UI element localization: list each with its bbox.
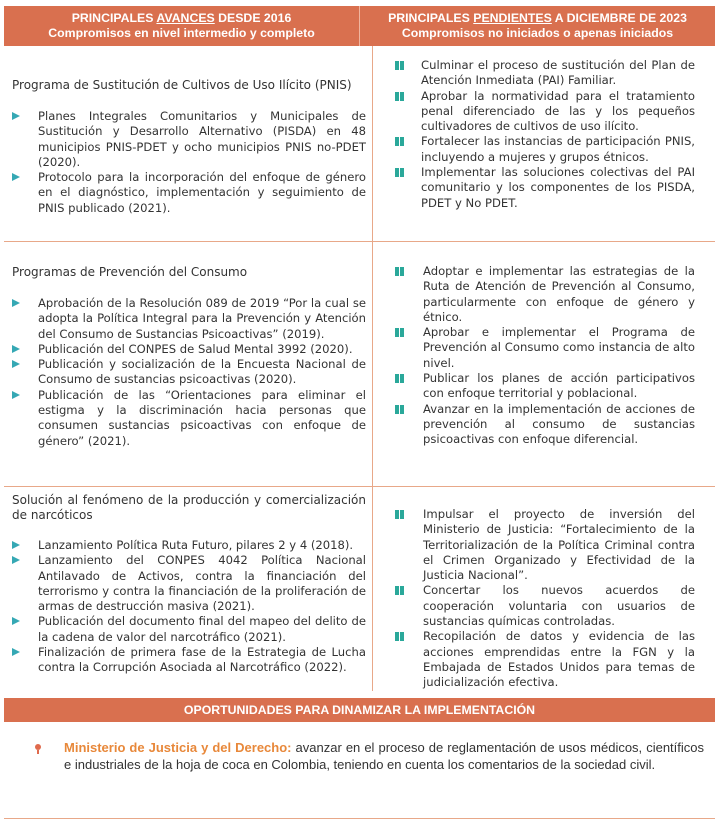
advances-list bbox=[12, 296, 366, 449]
list-item: Concertar los nuevos acuerdos de cooperación voluntaria con usuarios de sustancias químicas controladas. bbox=[395, 583, 695, 629]
pause-bullet-icon bbox=[395, 510, 404, 519]
header-pending-title: PRINCIPALES PENDIENTES A DICIEMBRE DE 2023 bbox=[388, 11, 687, 25]
header-pending-subtitle: Compromisos no iniciados o apenas iniciados bbox=[401, 26, 674, 40]
triangle-bullet-icon bbox=[12, 345, 20, 353]
header-pending bbox=[359, 6, 715, 46]
list-item: Publicación y socialización de la Encuesta Nacional de Consumo de sustancias psicoactivas (2020). bbox=[12, 357, 366, 388]
triangle-bullet-icon bbox=[12, 360, 20, 368]
list-item: Aprobación de la Resolución 089 de 2019 “Por la cual se adopta la Política Integral para la Prevención y Atención del Consumo de Sustancias Psicoactivas” (2019). bbox=[12, 296, 366, 342]
pause-bullet-icon bbox=[395, 632, 404, 641]
table-row-narcotics bbox=[4, 487, 715, 691]
advances-cell bbox=[4, 487, 373, 691]
advances-list bbox=[12, 109, 366, 216]
pause-bullet-icon bbox=[395, 61, 404, 70]
list-item: Fortalecer las instancias de participación PNIS, incluyendo a mujeres y grupos étnicos. bbox=[395, 134, 695, 165]
header-advances-subtitle: Compromisos en nivel intermedio y completo bbox=[48, 26, 315, 40]
pending-cell bbox=[373, 242, 715, 486]
bottom-divider bbox=[4, 818, 715, 819]
table-header bbox=[4, 6, 715, 46]
triangle-bullet-icon bbox=[12, 391, 20, 399]
pause-bullet-icon bbox=[395, 374, 404, 383]
list-item: Lanzamiento Política Ruta Futuro, pilares 2 y 4 (2018). bbox=[12, 538, 366, 553]
list-item: Avanzar en la implementación de acciones de prevención al consumo de sustancias psicoactivas con enfoque diferencial. bbox=[395, 402, 695, 448]
table-row-prevention bbox=[4, 242, 715, 487]
section-title: Programas de Prevención del Consumo bbox=[12, 265, 248, 279]
pause-bullet-icon bbox=[395, 405, 404, 414]
list-item: Protocolo para la incorporación del enfoque de género en el diagnóstico, implementación y seguimiento de PNIS publicado (2021). bbox=[12, 170, 366, 216]
opportunities-header: OPORTUNIDADES PARA DINAMIZAR LA IMPLEMENTACIÓN bbox=[4, 698, 715, 722]
header-advances-title: PRINCIPALES AVANCES DESDE 2016 bbox=[71, 11, 292, 25]
list-item: Publicación del documento final del mapeo del delito de la cadena de valor del narcotráfico (2021). bbox=[12, 614, 366, 645]
list-item: Lanzamiento del CONPES 4042 Política Nacional Antilavado de Activos, contra la financiación del terrorismo y contra la financiación de la proliferación de armas de destrucción masiva (2021). bbox=[12, 553, 366, 614]
list-item: Publicación de las “Orientaciones para eliminar el estigma y la discriminación hacia personas que consumen sustancias psicoactivas con enfoque de género” (2021). bbox=[12, 388, 366, 449]
pause-bullet-icon bbox=[395, 137, 404, 146]
triangle-bullet-icon bbox=[12, 173, 20, 181]
pause-bullet-icon bbox=[395, 586, 404, 595]
pending-list bbox=[395, 507, 695, 691]
list-item: Implementar las soluciones colectivas del PAI comunitario y los componentes de los PISDA, PDET y No PDET. bbox=[395, 165, 695, 211]
list-item: Finalización de primera fase de la Estrategia de Lucha contra la Corrupción Asociada al Narcotráfico (2022). bbox=[12, 645, 366, 676]
list-item: Aprobar e implementar el Programa de Prevención al Consumo como instancia de alto nivel. bbox=[395, 325, 695, 371]
list-item: Adoptar e implementar las estrategias de la Ruta de Atención de Prevención al Consumo, particularmente con enfoque de género y étnico. bbox=[395, 264, 695, 325]
section-title: Solución al fenómeno de la producción y comercialización de narcóticos bbox=[12, 493, 366, 522]
triangle-bullet-icon bbox=[12, 556, 20, 564]
pause-bullet-icon bbox=[395, 267, 404, 276]
header-advances bbox=[4, 6, 359, 46]
advances-cell bbox=[4, 46, 373, 241]
triangle-bullet-icon bbox=[12, 648, 20, 656]
pending-cell bbox=[373, 487, 715, 691]
section-title: Programa de Sustitución de Cultivos de Uso Ilícito (PNIS) bbox=[12, 78, 352, 92]
opportunity-text: avanzar en el proceso de reglamentación de usos médicos, científicos e industriales de la hoja de coca en Colombia, teniendo en cuenta los comentarios de la sociedad civil. bbox=[64, 740, 705, 772]
list-item: Planes Integrales Comunitarios y Municipales de Sustitución y Desarrollo Alternativo (PISDA) en 48 municipios PNIS-PDET y ocho municipios PNIS no-PDET (2020). bbox=[12, 109, 366, 170]
list-item: Publicar los planes de acción participativos con enfoque territorial y poblacional. bbox=[395, 371, 695, 402]
opportunity-organization: Ministerio de Justicia y del Derecho: bbox=[64, 740, 292, 755]
pause-bullet-icon bbox=[395, 328, 404, 337]
triangle-bullet-icon bbox=[12, 541, 20, 549]
table-row-pnis bbox=[4, 46, 715, 242]
triangle-bullet-icon bbox=[12, 112, 20, 120]
list-item: Aprobar la normatividad para el tratamiento penal diferenciado de las y los pequeños cultivadores de cultivos de uso ilícito. bbox=[395, 89, 695, 135]
progress-table bbox=[4, 6, 715, 691]
pending-list bbox=[395, 58, 695, 211]
triangle-bullet-icon bbox=[12, 617, 20, 625]
list-item: Publicación del CONPES de Salud Mental 3992 (2020). bbox=[12, 342, 366, 357]
list-item: Recopilación de datos y evidencia de las acciones emprendidas entre la FGN y la Embajada de Estados Unidos para temas de judicialización efectiva. bbox=[395, 629, 695, 690]
triangle-bullet-icon bbox=[12, 299, 20, 307]
pause-bullet-icon bbox=[395, 168, 404, 177]
pending-cell bbox=[373, 46, 715, 241]
advances-list bbox=[12, 538, 366, 676]
pause-bullet-icon bbox=[395, 92, 404, 101]
list-item: Impulsar el proyecto de inversión del Ministerio de Justicia: “Fortalecimiento de la Territorialización de la Política Criminal contra el Crimen Organizado y Efectividad de la Justicia Nacional”. bbox=[395, 507, 695, 583]
advances-cell bbox=[4, 242, 373, 486]
list-item: Culminar el proceso de sustitución del Plan de Atención Inmediata (PAI) Familiar. bbox=[395, 58, 695, 89]
pending-list bbox=[395, 264, 695, 448]
opportunity-item bbox=[36, 740, 704, 773]
